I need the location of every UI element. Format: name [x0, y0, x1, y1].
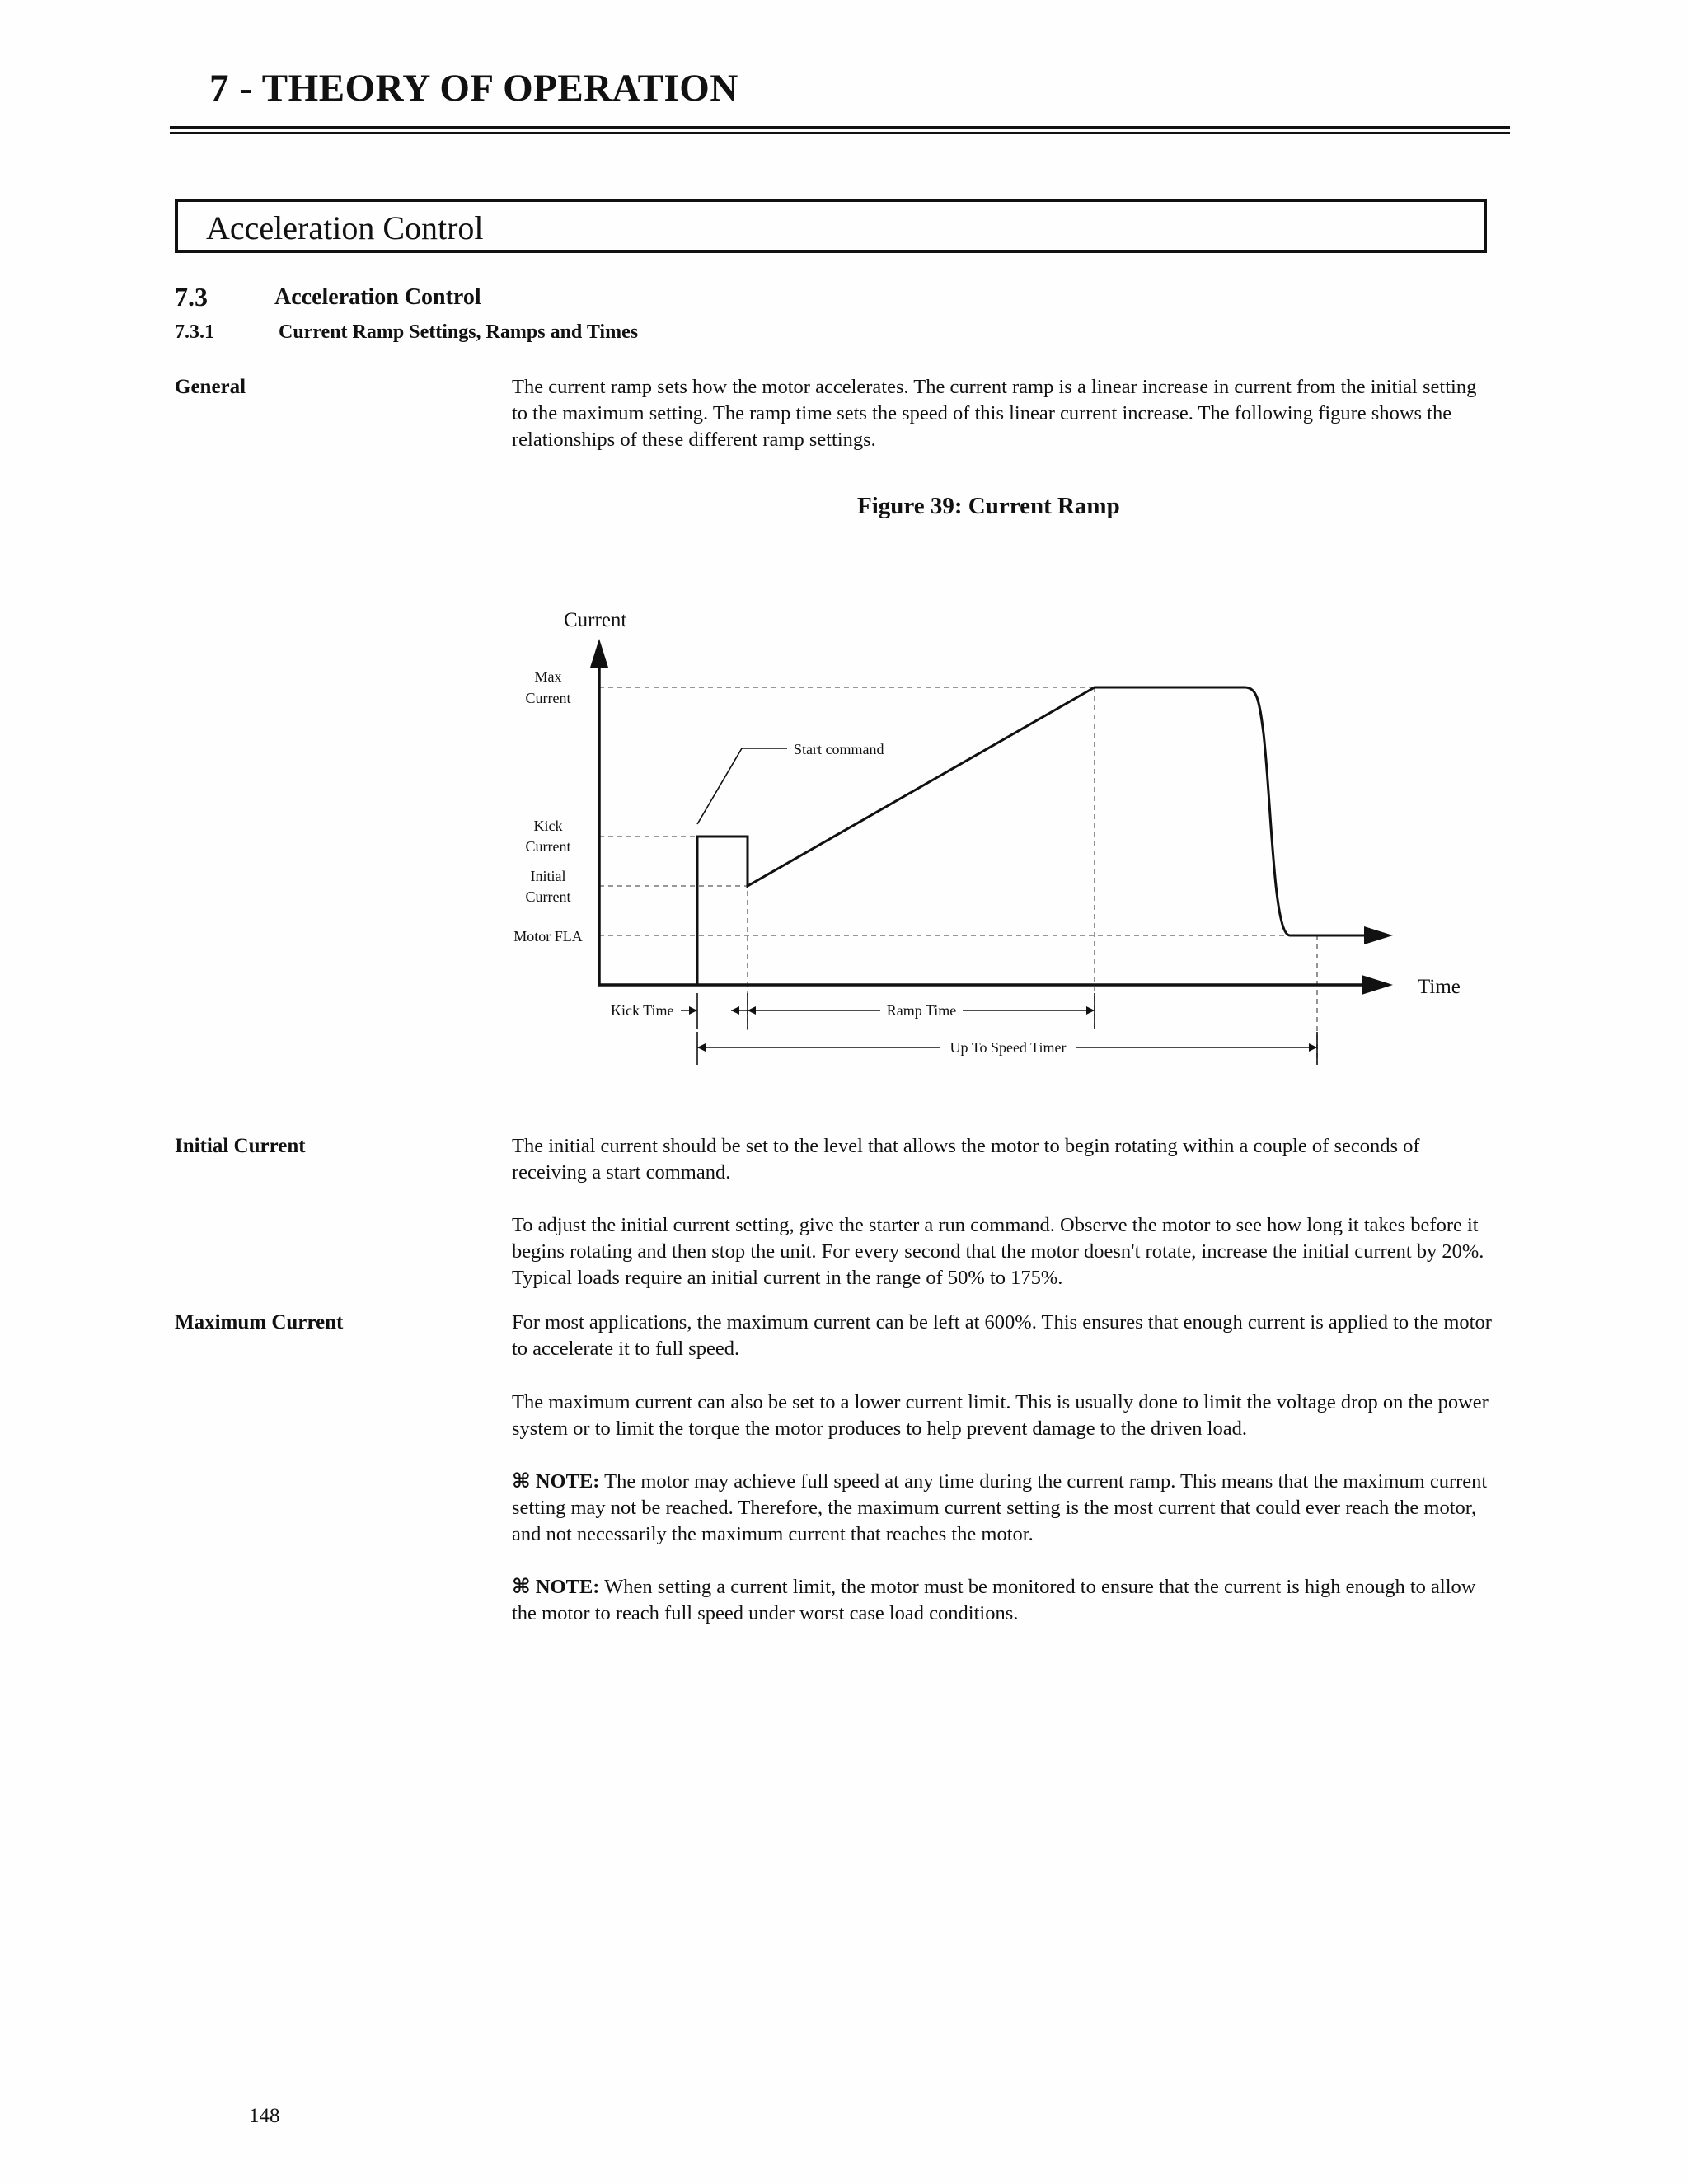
heading2-number: 7.3.1: [175, 321, 214, 343]
note-2: [512, 1574, 1493, 1627]
general-paragraph: The current ramp sets how the motor accelerates. The current ramp is a linear increase in current from the initial setting to the maximum setting. The ramp time sets the speed of this linear current increase. The following figure shows the relationships of these different ramp settings.: [512, 376, 1477, 451]
x-axis-label: Time: [1418, 976, 1461, 998]
ramp-time-label: Ramp Time: [886, 1002, 957, 1019]
x-axis-arrowhead: [1362, 975, 1393, 995]
note-2-text: When setting a current limit, the motor must be monitored to ensure that the current is high enough to allow the motor to reach full speed under worst case load conditions.: [512, 1576, 1476, 1624]
note-1-text: The motor may achieve full speed at any time during the current ramp. This means that the maximum current setting may not be reached. Therefore, the maximum current setting is the most current that could ever reach the motor, and not necessarily the maximum current that reaches the motor.: [512, 1470, 1488, 1545]
y-axis-label: Current: [564, 609, 627, 631]
kick-current-label-1: Kick: [533, 818, 563, 834]
y-axis-arrowhead: [590, 639, 608, 668]
maximum-current-paragraph-2: The maximum current can also be set to a lower current limit. This is usually done to limit the voltage drop on the power system or to limit the torque the motor produces to help prevent damage to the driven load.: [512, 1391, 1489, 1440]
note-1-symbol: ⌘: [512, 1470, 531, 1493]
kick-current-label-2: Current: [525, 838, 571, 855]
motor-fla-label: Motor FLA: [513, 928, 583, 944]
initial-current-label-1: Initial: [530, 868, 566, 884]
start-command-leader: [697, 748, 787, 824]
general-label: General: [175, 376, 246, 398]
start-command-label: Start command: [794, 741, 884, 757]
note-1-label: NOTE:: [535, 1470, 600, 1493]
initial-current-label-2: Current: [525, 888, 571, 905]
figure-caption: Figure 39: Current Ramp: [857, 493, 1120, 519]
heading1-title: Acceleration Control: [274, 284, 481, 310]
page-number: 148: [249, 2105, 280, 2127]
fla-arrowhead: [1364, 926, 1393, 944]
maximum-current-paragraph-1: For most applications, the maximum current can be left at 600%. This ensures that enough current is applied to the motor to accelerate it to full speed.: [512, 1311, 1492, 1360]
current-profile-line: [697, 687, 1368, 985]
max-current-label-1: Max: [534, 668, 562, 685]
heading1-number: 7.3: [175, 282, 208, 312]
up-to-speed-label: Up To Speed Timer: [950, 1039, 1067, 1056]
note-1: [512, 1469, 1493, 1548]
maximum-current-label: Maximum Current: [175, 1311, 344, 1333]
note-2-symbol: ⌘: [512, 1576, 531, 1598]
heading2-title: Current Ramp Settings, Ramps and Times: [279, 321, 639, 343]
max-current-label-2: Current: [525, 690, 571, 706]
initial-current-paragraph-2: To adjust the initial current setting, give the starter a run command. Observe the motor to see how long it takes before it begins rotating and then stop the unit. For every second that the motor doesn't rotate, increase the initial current by 20%. Typical loads require an initial current in the range of 50% to 175%.: [512, 1214, 1484, 1289]
chapter-title: 7 - THEORY OF OPERATION: [209, 67, 738, 110]
initial-current-paragraph-1: The initial current should be set to the level that allows the motor to begin rotating within a couple of seconds of receiving a start command.: [512, 1135, 1420, 1183]
section-title: Acceleration Control: [206, 209, 484, 246]
note-2-label: NOTE:: [535, 1576, 600, 1598]
kick-time-label: Kick Time: [611, 1002, 674, 1019]
initial-current-label: Initial Current: [175, 1135, 306, 1157]
